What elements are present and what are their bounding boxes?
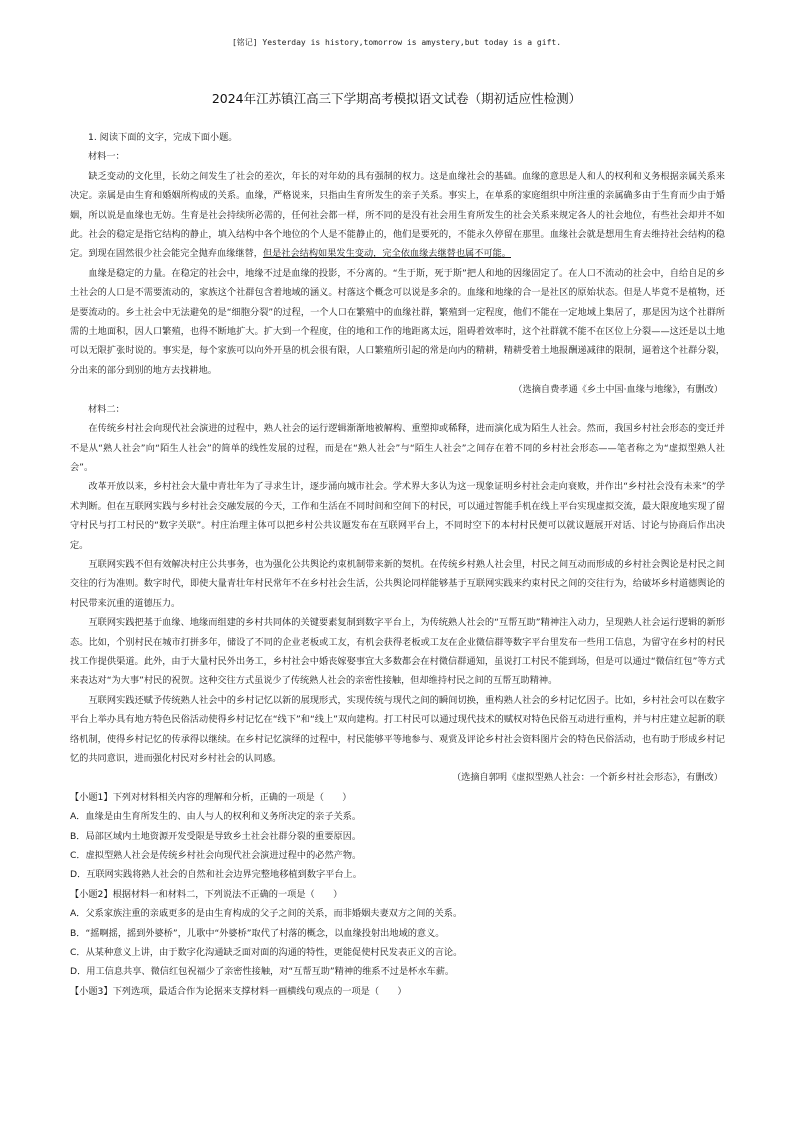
underlined-sentence: 但是社会结构如果发生变动，完全依血缘去继替也属不可能。	[262, 248, 511, 260]
material-2-paragraph-5: 互联网实践还赋予传统熟人社会中的乡村记忆以新的展现形式，实现传统与现代之间的瞬间切换，重构熟人社会的乡村记忆因子。比如，乡村社会可以在数字平台上举办具有地方特色民俗活动使得乡村记忆在“线下”和“线上”双向建构。打工村民可以通过现代技术的赋权对特色民俗互动进行重构，并与村庄建立起新的联络机制，使得乡村记忆的传承得以继续。在乡村记忆演绎的过程中，村民能够平等地参与、观赏及评论乡村社会资料图片会的特色民俗活动，也有助于形成乡村记忆的共同意识，进而强化村民对乡村社会的认同感。	[70, 694, 725, 764]
material-2-label: 材料二：	[88, 403, 125, 415]
material-1-paragraph-1-text: 缺乏变动的文化里，长幼之间发生了社会的差次，年长的对年幼的具有强制的权力。这是血缘社会的基础。血缘的意思是人和人的权利和义务根据亲属关系来决定。亲属是由生育和婚姻所构成的关系。血缘，严格说来，只指由生育所发生的亲子关系。事实上，在单系的家庭组织中所注重的亲属确多由于生育而少由于婚姻，所以说是血缘也无妨。生育是社会持续所必需的，任何社会都一样，所不同的是没有社会用生育所发生的社会关系来规定各人的社会地位，有些社会却并不如此。社会的稳定是指它结构的静止，填入结构中各个地位的个人是不能静止的，他们是要死的，不能永久停留在那里。血缘社会就是想用生育去维持社会结构的稳定。到现在固然很少社会能完全抛弃血缘继替，	[70, 170, 725, 260]
question-2-option-d: D．用工信息共享、微信红包祝福少了亲密性接触，对“互帮互助”精神的维系不过是杯水车薪。	[70, 966, 455, 978]
material-2-paragraph-1: 在传统乡村社会向现代社会演进的过程中，熟人社会的运行逻辑渐渐地被解构、重塑抑或稀释，进而演化成为陌生人社会。然而，我国乡村社会形态的变迁并不是从“熟人社会”向“陌生人社会”的简单的线性发展的过程，而是在“熟人社会”与“陌生人社会”之间存在着不同的乡村社会形态——笔者称之为“虚拟型熟人社会”。	[70, 423, 725, 473]
header-motto: [铭记] Yesterday is history,tomorrow is amystery,but today is a gift.	[231, 38, 562, 47]
material-2-paragraph-4: 互联网实践把基于血缘、地缘而组建的乡村共同体的关键要素复制到数字平台上，为传统熟人社会的“互帮互助”精神注入动力，呈现熟人社会运行逻辑的新形态。比如，个别村民在城市打拼多年，储设了不同的企业老板或工友，有机会获得老板或工友在企业微信群等数字平台里发布一些用工信息，为留守在乡村的村民找工作提供渠道。此外，由于大量村民外出务工，乡村社会中婚丧嫁娶事宜大多数都会在村微信群通知，虽说打工村民不能到场，但是可以通过“微信红包”等方式来表达对“为大事”村民的祝贺。这种交往方式虽说少了传统熟人社会的亲密性接触，但却维持村民之间的互帮互助精神。	[70, 617, 725, 687]
question-1-option-d: D．互联网实践将熟人社会的自然和社会边界完整地移植到数字平台上。	[70, 869, 362, 881]
material-1-paragraph-2: 血缘是稳定的力量。在稳定的社会中，地缘不过是血缘的投影，不分离的。“生于斯，死于斯”把人和地的因缘固定了。在人口不流动的社会中，自给自足的乡土社会的人口是不需要流动的，家族这个社群包含着地域的涵义。村落这个概念可以说是多余的。血缘和地缘的合一是社区的原始状态。但是人毕竟不是植物，还是要流动的。乡土社会中无法避免的是“细胞分裂”的过程，一个人口在繁殖中的血缘社群，繁殖到一定程度，他们不能在一定地域上集居了，那是因为这个社群所需的土地面积，因人口繁殖，也得不断地扩大。扩大到一个程度，住的地和工作的地距离太远，阻碍着效率时，这个社群就不能不在区位上分裂——这还是以土地可以无限扩张时说的。事实是，每个家族可以向外开垦的机会很有限，人口繁殖所引起的常是向内的精耕，精耕受着土地报酬递减律的限制，逼着这个社群分裂，分出来的部分到别的地方去找耕地。	[70, 267, 725, 376]
question-2-option-c: C．从某种意义上讲，由于数字化沟通缺乏面对面的沟通的特性，更能促使村民发表正义的言论。	[70, 947, 463, 959]
question-1-option-a: A．血缘是由生育所发生的、由人与人的权利和义务所决定的亲子关系。	[70, 811, 362, 823]
material-2-paragraph-3: 互联网实践不但有效解决村庄公共事务，也为强化公共舆论约束机制带来新的契机。在传统乡村熟人社会里，村民之间互动而形成的乡村社会舆论是村民之间交往的行为准则。数字时代，即使大量青壮年村民常年不在乡村社会生活，公共舆论同样能够基于互联网实践来约束村民之间的交往行为，给破坏乡村道德舆论的村民带来沉重的道德压力。	[70, 558, 725, 609]
question-1-option-b: B．局部区域内土地资源开发受限是导致乡土社会社群分裂的重要原因。	[70, 830, 362, 842]
question-1-stem: 【小题1】下列对材料相关内容的理解和分析，正确的一项是（ ）	[70, 791, 352, 803]
question-3-stem: 【小题3】下列选项，最适合作为论据来支撑材料一画横线句观点的一项是（ ）	[70, 985, 407, 997]
question-1-option-c: C．虚拟型熟人社会是传统乡村社会向现代社会演进过程中的必然产物。	[70, 850, 362, 862]
question-2-stem: 【小题2】根据材料一和材料二，下列说法不正确的一项是（ ）	[70, 888, 343, 900]
material-1-label: 材料一：	[88, 151, 125, 163]
question-2-option-b: B．“摇啊摇，摇到外婆桥”，儿歌中“外婆桥”取代了村落的概念，以血缘投射出地域的意义。	[70, 927, 445, 939]
question-2-option-a: A．父系家族注重的亲戚更多的是由生育构成的父子之间的关系，而非婚姻夫妻双方之间的关系。	[70, 908, 463, 920]
exam-title: 2024年江苏镇江高三下学期高考模拟语文试卷（期初适应性检测）	[211, 91, 582, 106]
exam-content	[70, 128, 725, 1001]
material-2-source: （选摘自郭明《虚拟型熟人社会：一个新乡村社会形态》，有删改）	[451, 772, 723, 784]
question-intro: 1. 阅读下面的文字，完成下面小题。	[88, 132, 238, 143]
material-1-paragraph-1	[70, 167, 725, 264]
material-1-source: （选摘自费孝通《乡土中国·血缘与地缘》，有删改）	[513, 384, 723, 396]
material-2-paragraph-2: 改革开放以来，乡村社会大量中青壮年为了寻求生计，逐步涌向城市社会。学术界大多认为这一现象证明乡村社会走向衰败，并作出“乡村社会没有未来”的学术判断。但在互联网实践与乡村社会交融发展的今天，工作和生活在不同时间和空间下的村民，可以通过智能手机在线上平台实现虚拟交流，最大限度地实现了留守村民与打工村民的“数字关联”。村庄治理主体可以把乡村公共议题发布在互联网平台上，不同时空下的本村村民便可以就议题展开对话、讨论与协商后作出决定。	[70, 481, 725, 551]
